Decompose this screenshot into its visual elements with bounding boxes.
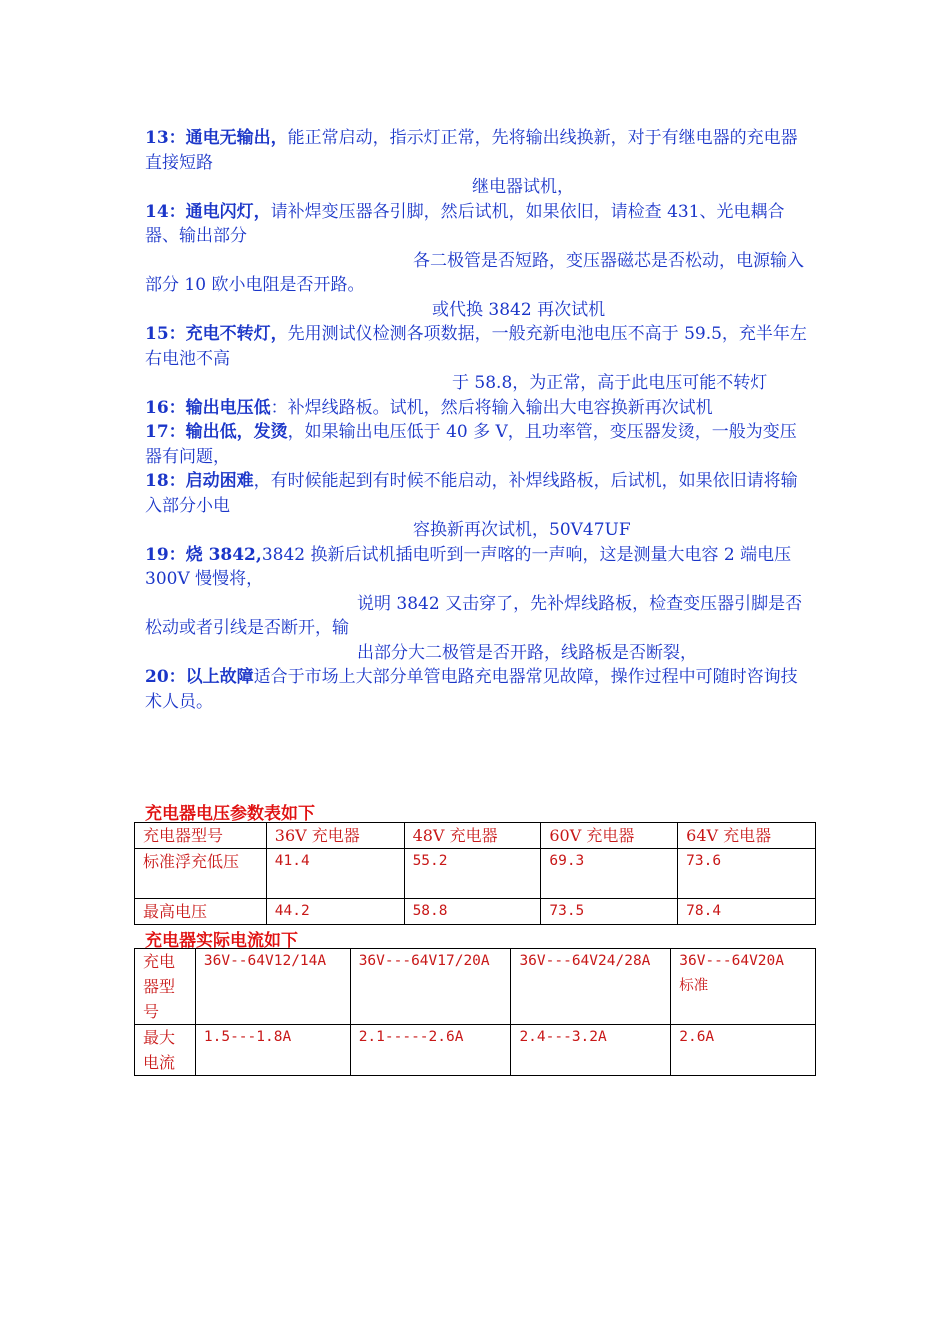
table-cell: 73.6 <box>678 849 816 899</box>
table-row <box>135 899 816 925</box>
table-header-cell: 36V 充电器 <box>266 823 404 849</box>
item-16: 16：输出电压低：补焊线路板。试机，然后将输入输出大电容换新再次试机 <box>145 397 713 418</box>
table-cell: 69.3 <box>541 849 678 899</box>
table-header-cell: 36V---64V24/28A <box>511 949 671 1025</box>
table-header-cell: 60V 充电器 <box>541 823 678 849</box>
item-14-cont1: 各二极管是否短路，变压器磁芯是否松动，电源输入部分 10 欧小电阻是否开路。 <box>145 250 804 295</box>
item-15: 15：充电不转灯，先用测试仪检测各项数据，一般充新电池电压不高于 59.5，充半年左右电池不高 <box>145 324 807 369</box>
item-17: 17：输出低，发烫，如果输出电压低于 40 多 V，且功率管，变压器发烫，一般为变压器有问题， <box>145 422 797 467</box>
table-row <box>135 849 816 899</box>
table-header-cell: 充电器型号 <box>135 949 196 1025</box>
table-row <box>135 949 816 1025</box>
table-header-cell: 36V---64V20A 标准 <box>671 949 816 1025</box>
table-cell: 2.4---3.2A <box>511 1025 671 1076</box>
table-cell: 78.4 <box>678 899 816 925</box>
current-table <box>134 948 816 1076</box>
table-row <box>135 823 816 849</box>
table-header-cell: 36V--64V12/14A <box>195 949 350 1025</box>
item-15-cont: 于 58.8，为正常，高于此电压可能不转灯 <box>452 373 768 393</box>
table-cell: 最高电压 <box>135 899 267 925</box>
table-header-cell: 64V 充电器 <box>678 823 816 849</box>
item-18-cont: 容换新再次试机，50V47UF <box>413 520 631 540</box>
item-13: 13：通电无输出，能正常启动，指示灯正常，先将输出线换新，对于有继电器的充电器直接短路 <box>145 128 798 173</box>
current-table-title: 充电器实际电流如下 <box>145 931 298 951</box>
item-20: 20：以上故障适合于市场上大部分单管电路充电器常见故障，操作过程中可随时咨询技术人员。 <box>145 667 798 712</box>
item-13-cont: 继电器试机， <box>472 177 574 197</box>
table-cell: 73.5 <box>541 899 678 925</box>
table-cell: 58.8 <box>404 899 541 925</box>
table-header-cell: 充电器型号 <box>135 823 267 849</box>
table-header-cell: 48V 充电器 <box>404 823 541 849</box>
item-19: 19：烧 3842,3842 换新后试机插电听到一声喀的一声响，这是测量大电容 2 端电压 300V 慢慢将， <box>145 544 792 589</box>
table-cell: 2.1-----2.6A <box>350 1025 511 1076</box>
table-cell: 最大电流 <box>135 1025 196 1076</box>
table-cell: 2.6A <box>671 1025 816 1076</box>
voltage-table-title: 充电器电压参数表如下 <box>145 804 315 824</box>
table-row <box>135 1025 816 1076</box>
item-18: 18：启动困难，有时候能起到有时候不能启动，补焊线路板，后试机，如果依旧请将输入部分小电 <box>145 471 798 516</box>
voltage-table <box>134 822 816 925</box>
fault-list <box>145 126 810 714</box>
item-19-cont2: 出部分大二极管是否开路，线路板是否断裂， <box>357 642 697 663</box>
item-19-cont1: 说明 3842 又击穿了，先补焊线路板，检查变压器引脚是否松动或者引线是否断开，输 <box>145 593 803 638</box>
table-cell: 44.2 <box>266 899 404 925</box>
table-cell: 标准浮充低压 <box>135 849 267 899</box>
item-14: 14：通电闪灯，请补焊变压器各引脚，然后试机，如果依旧，请检查 431、光电耦合器、输出部分 <box>145 201 785 246</box>
table-header-cell: 36V---64V17/20A <box>350 949 511 1025</box>
table-cell: 55.2 <box>404 849 541 899</box>
item-14-cont2: 或代换 3842 再次试机 <box>432 299 606 320</box>
table-cell: 41.4 <box>266 849 404 899</box>
table-cell: 1.5---1.8A <box>195 1025 350 1076</box>
